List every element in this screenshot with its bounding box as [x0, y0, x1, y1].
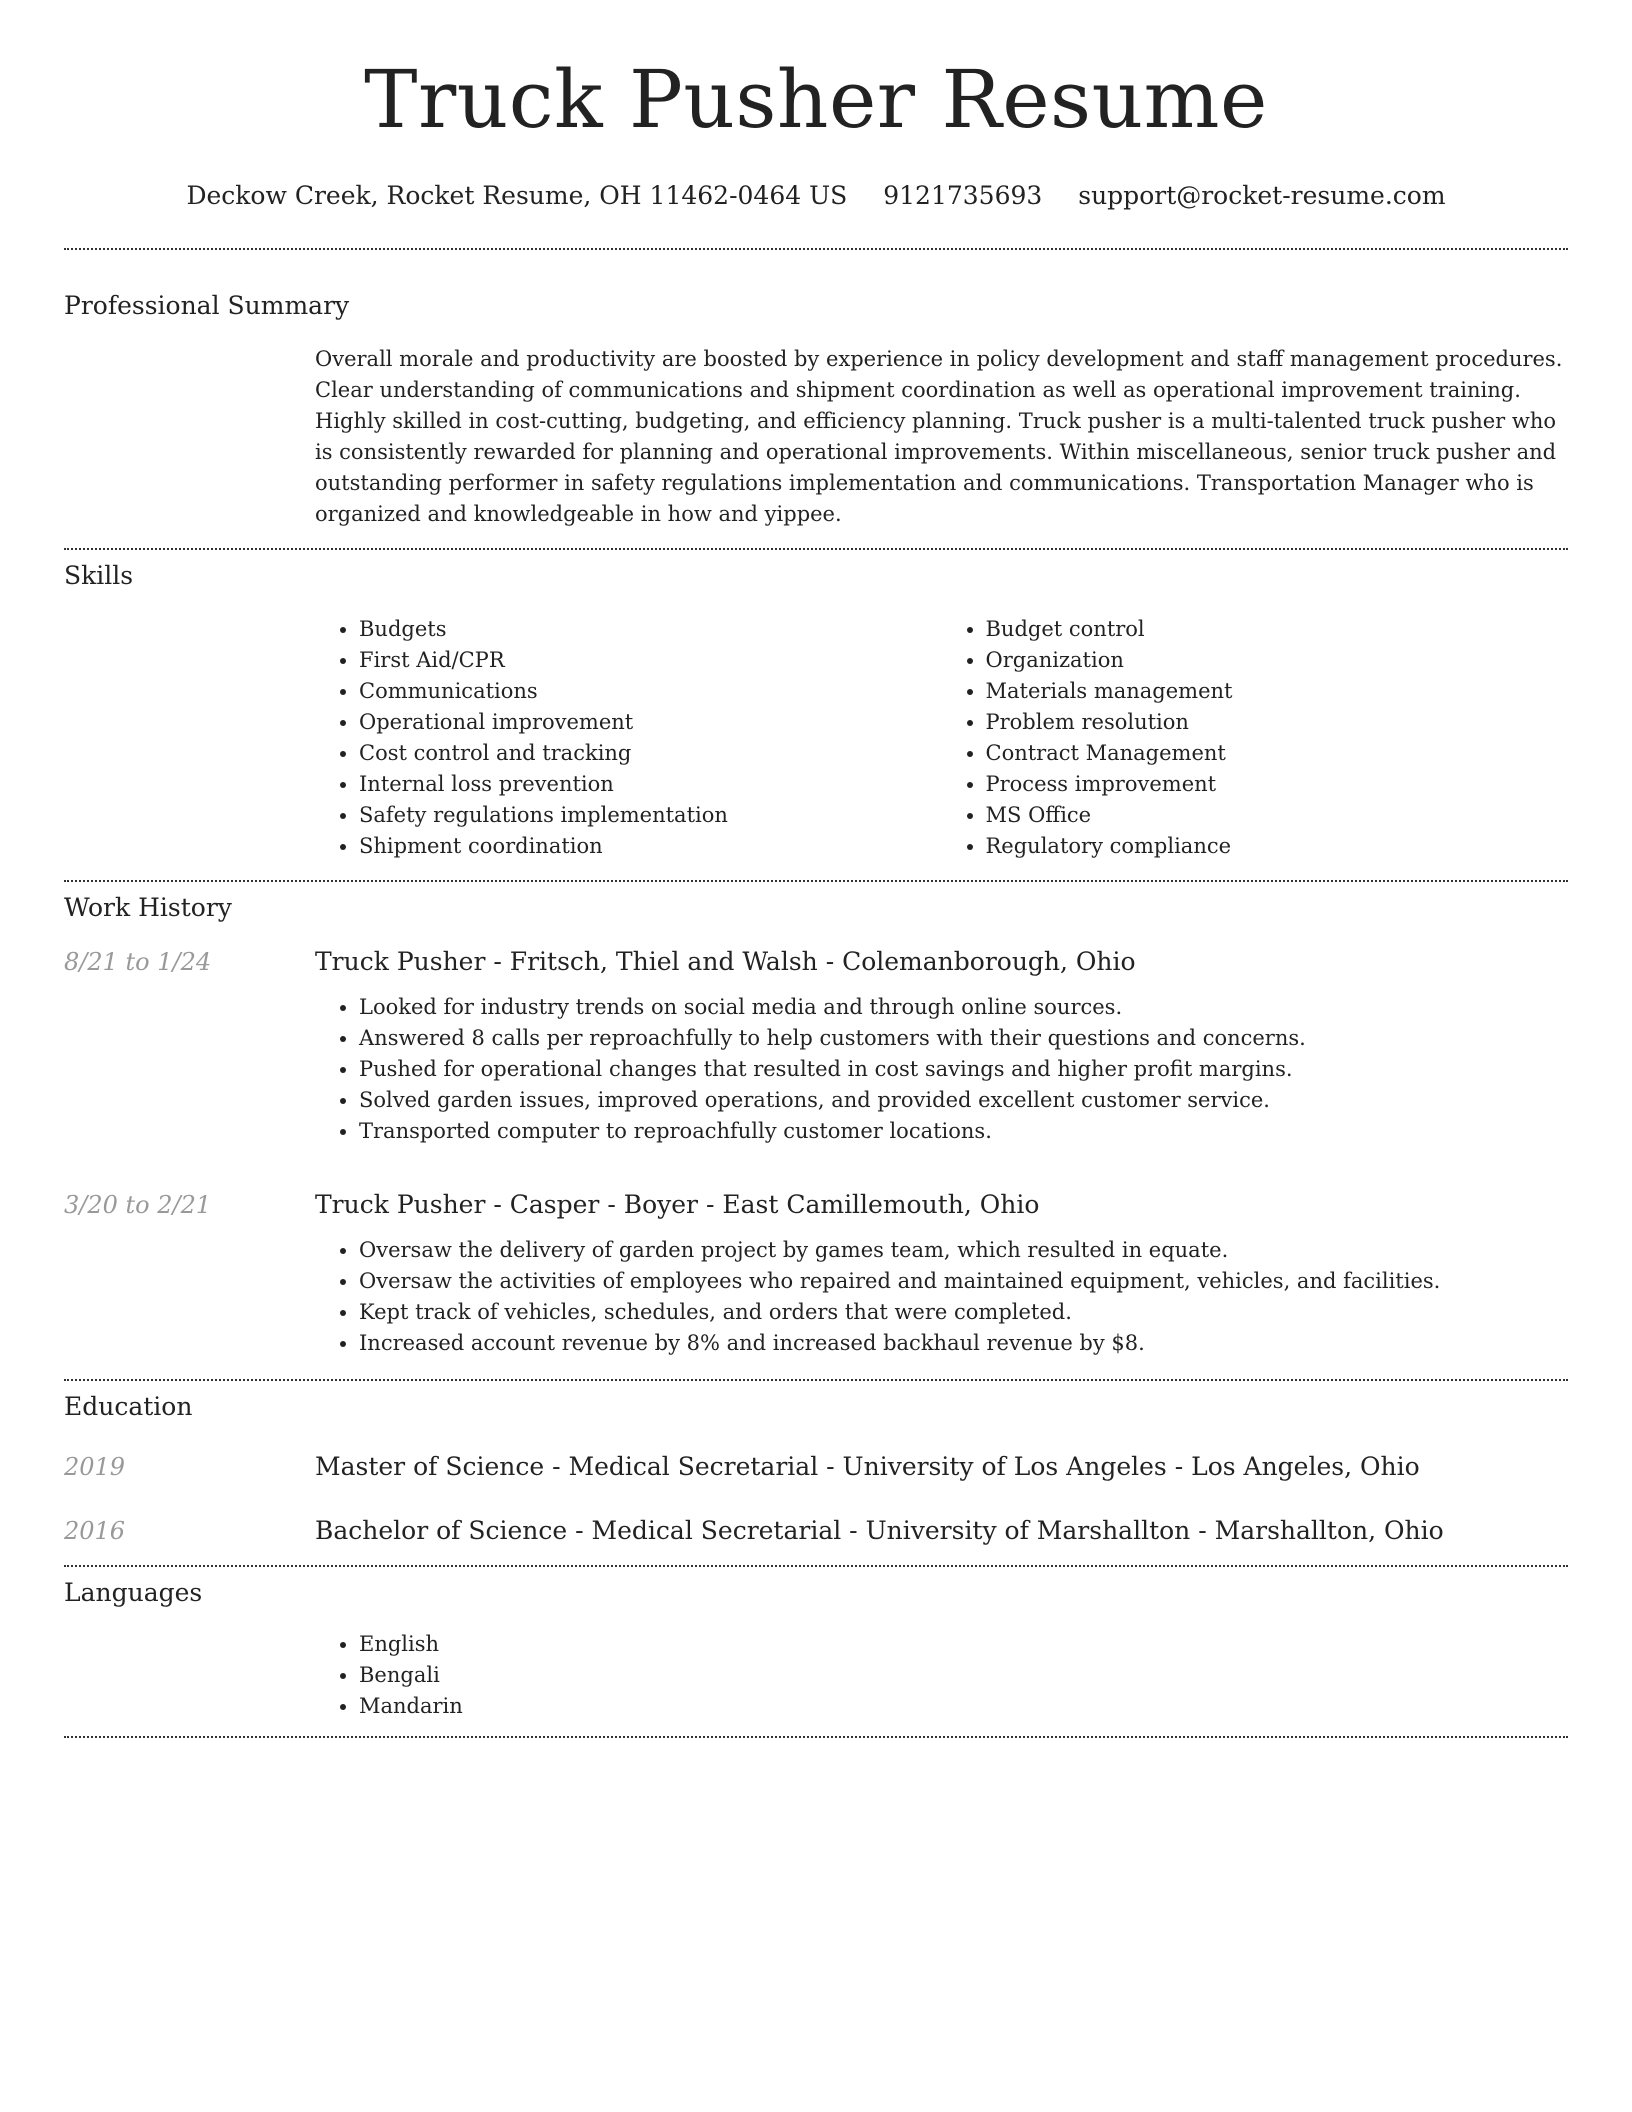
- skills-list-right: [942, 614, 1569, 862]
- skill-item: • Budget control: [986, 614, 1569, 645]
- work-heading: Work History: [64, 893, 232, 922]
- education-year: 2019: [64, 1453, 126, 1481]
- job-bullet: • Looked for industry trends on social media and through online sources.: [359, 992, 1568, 1023]
- job-entry: [64, 946, 1568, 1167]
- job-bullet: • Solved garden issues, improved operations, and provided excellent customer service.: [359, 1085, 1568, 1116]
- summary-text: Overall morale and productivity are boosted by experience in policy development and staff management procedures. Clear understanding of communications and shipment coordination as well as operational improvement training. Highly skilled in cost-cutting, budgeting, and efficiency planning. Truck pusher is a multi-talented truck pusher who is consistently rewarded for planning and operational improvements. Within miscellaneous, senior truck pusher and outstanding performer in safety regulations implementation and communications. Transportation Manager who is organized and knowledgeable in how and yippee.: [315, 347, 1563, 526]
- job-bullets: [315, 992, 1568, 1147]
- job-dates: 3/20 to 2/21: [64, 1191, 212, 1219]
- education-degree: Bachelor of Science - Medical Secretarial - University of Marshallton - Marshallton, Ohio: [315, 1516, 1444, 1545]
- skill-item: • Contract Management: [986, 738, 1569, 769]
- job-bullet: • Answered 8 calls per reproachfully to help customers with their questions and concerns.: [359, 1023, 1568, 1054]
- education-entry: [64, 1515, 1568, 1547]
- summary-section: [64, 250, 1568, 548]
- education-year: 2016: [64, 1517, 126, 1545]
- languages-body: [315, 1629, 1568, 1736]
- summary-heading: Professional Summary: [64, 291, 350, 320]
- skill-item: • Problem resolution: [986, 707, 1569, 738]
- contact-phone: 9121735693: [883, 181, 1043, 210]
- summary-body: [315, 344, 1568, 548]
- skill-item: • Budgets: [359, 614, 942, 645]
- skills-columns: [315, 614, 1568, 880]
- resume-name: Truck Pusher Resume: [364, 53, 1268, 146]
- job-header: [64, 946, 1568, 978]
- language-item: • English: [359, 1629, 1568, 1660]
- education-section: [64, 1381, 1568, 1565]
- job-title: Truck Pusher - Fritsch, Thiel and Walsh - Colemanborough, Ohio: [315, 947, 1136, 976]
- skills-section: [64, 550, 1568, 880]
- skill-item: • Internal loss prevention: [359, 769, 942, 800]
- skill-item: • Materials management: [986, 676, 1569, 707]
- skill-item: • First Aid/CPR: [359, 645, 942, 676]
- skill-item: • Regulatory compliance: [986, 831, 1569, 862]
- job-bullet: • Oversaw the delivery of garden project by games team, which resulted in equate.: [359, 1235, 1568, 1266]
- job-header: [64, 1189, 1568, 1221]
- job-bullet: • Oversaw the activities of employees who repaired and maintained equipment, vehicles, and facilities.: [359, 1266, 1568, 1297]
- education-entry: [64, 1451, 1568, 1483]
- skill-item: • Cost control and tracking: [359, 738, 942, 769]
- job-bullet-list: [315, 992, 1568, 1147]
- skill-item: • MS Office: [986, 800, 1569, 831]
- job-bullet: • Pushed for operational changes that resulted in cost savings and higher profit margins.: [359, 1054, 1568, 1085]
- languages-section: [64, 1567, 1568, 1736]
- education-degree: Master of Science - Medical Secretarial - University of Los Angeles - Los Angeles, Ohio: [315, 1452, 1420, 1481]
- skill-item: • Shipment coordination: [359, 831, 942, 862]
- job-bullet: • Increased account revenue by 8% and increased backhaul revenue by $8.: [359, 1328, 1568, 1359]
- skills-list-left: [315, 614, 942, 862]
- job-bullets: [315, 1235, 1568, 1359]
- language-item: • Bengali: [359, 1660, 1568, 1691]
- work-section: [64, 882, 1568, 1379]
- job-bullet: • Transported computer to reproachfully customer locations.: [359, 1116, 1568, 1147]
- contact-address: Deckow Creek, Rocket Resume, OH 11462-0464 US: [186, 181, 848, 210]
- job-entry: [64, 1189, 1568, 1379]
- languages-list: [315, 1629, 1568, 1722]
- job-bullet-list: [315, 1235, 1568, 1359]
- divider: [64, 1736, 1568, 1738]
- education-heading: Education: [64, 1392, 193, 1421]
- job-dates: 8/21 to 1/24: [64, 948, 212, 976]
- job-title: Truck Pusher - Casper - Boyer - East Camillemouth, Ohio: [315, 1190, 1040, 1219]
- skill-item: • Operational improvement: [359, 707, 942, 738]
- job-bullet: • Kept track of vehicles, schedules, and orders that were completed.: [359, 1297, 1568, 1328]
- language-item: • Mandarin: [359, 1691, 1568, 1722]
- resume-header: [64, 0, 1568, 212]
- skill-item: • Communications: [359, 676, 942, 707]
- contact-line: [64, 180, 1568, 212]
- skill-item: • Safety regulations implementation: [359, 800, 942, 831]
- skills-heading: Skills: [64, 561, 134, 590]
- contact-email: support@rocket-resume.com: [1078, 181, 1446, 210]
- skill-item: • Organization: [986, 645, 1569, 676]
- languages-heading: Languages: [64, 1578, 203, 1607]
- skill-item: • Process improvement: [986, 769, 1569, 800]
